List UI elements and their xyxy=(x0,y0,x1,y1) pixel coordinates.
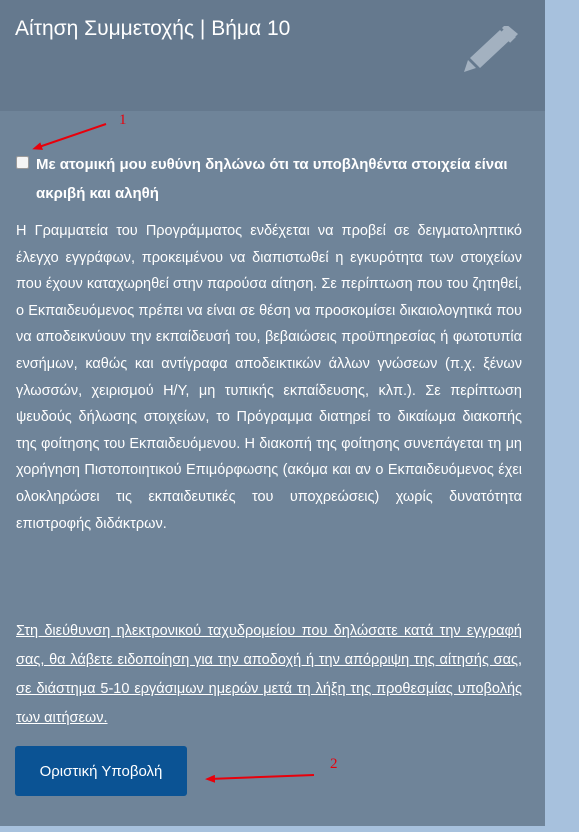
annotation-marker-2: 2 xyxy=(330,756,338,772)
page-title: Αίτηση Συμμετοχής | Βήμα 10 xyxy=(15,17,291,40)
pencil-icon xyxy=(460,26,522,76)
declaration-label[interactable]: Με ατομική μου ευθύνη δηλώνω ότι τα υποβληθέντα στοιχεία είναι ακριβή και αληθή xyxy=(36,156,508,202)
panel-header xyxy=(0,0,545,111)
document-check-paragraph: Η Γραμματεία του Προγράμματος ενδέχεται να προβεί σε δειγματοληπτικό έλεγχο εγγράφων, προκειμένου να διαπιστωθεί η εγκυρότητα των στοιχείων που έχουν καταχωρηθεί στην παρούσα αίτηση. Σε περίπτωση που του ζητηθεί, ο Εκπαιδευόμενος πρέπει να είναι σε θέση να προσκομίσει δικαιολογητικά που να αποδεικνύουν την εκπαίδευσή του, βεβαιώσεις προϋπηρεσίας ή φωτοτυπία ενσήμων, καθώς και αντίγραφα αποδεικτικών άλλων γνώσεων (π.χ. ξένων γλωσσών, χειρισμού Η/Υ, μη τυπικής εκπαίδευσης, κλπ.). Σε περίπτωση ψευδούς δήλωσης στοιχείων, το Πρόγραμμα διατηρεί το δικαίωμα διακοπής της φοίτησης του Εκπαιδευόμενου. Η διακοπή της φοίτησης συνεπάγεται τη μη χορήγηση Πιστοποιητικού Επιμόρφωσης (ακόμα και αν ο Εκπαιδευόμενος έχει ολοκληρώσει τις εκπαιδευτικές του υποχρεώσεις) χωρίς δυνατότητα επιστροφής διδάκτρων. xyxy=(16,223,522,532)
declaration-checkbox[interactable] xyxy=(16,156,29,169)
email-notice-link[interactable]: Στη διεύθυνση ηλεκτρονικού ταχυδρομείου που δηλώσατε κατά την εγγραφή σας, θα λάβετε ειδοποίηση για την αποδοχή ή την απόρριψη της αίτησής σας, σε διάστημα 5-10 εργάσιμων ημερών μετά τη λήξη της προθεσμίας υποβολής των αιτήσεων. xyxy=(16,623,522,726)
annotation-marker-1: 1 xyxy=(119,112,127,128)
final-submit-button[interactable]: Οριστική Υποβολή xyxy=(15,746,187,796)
